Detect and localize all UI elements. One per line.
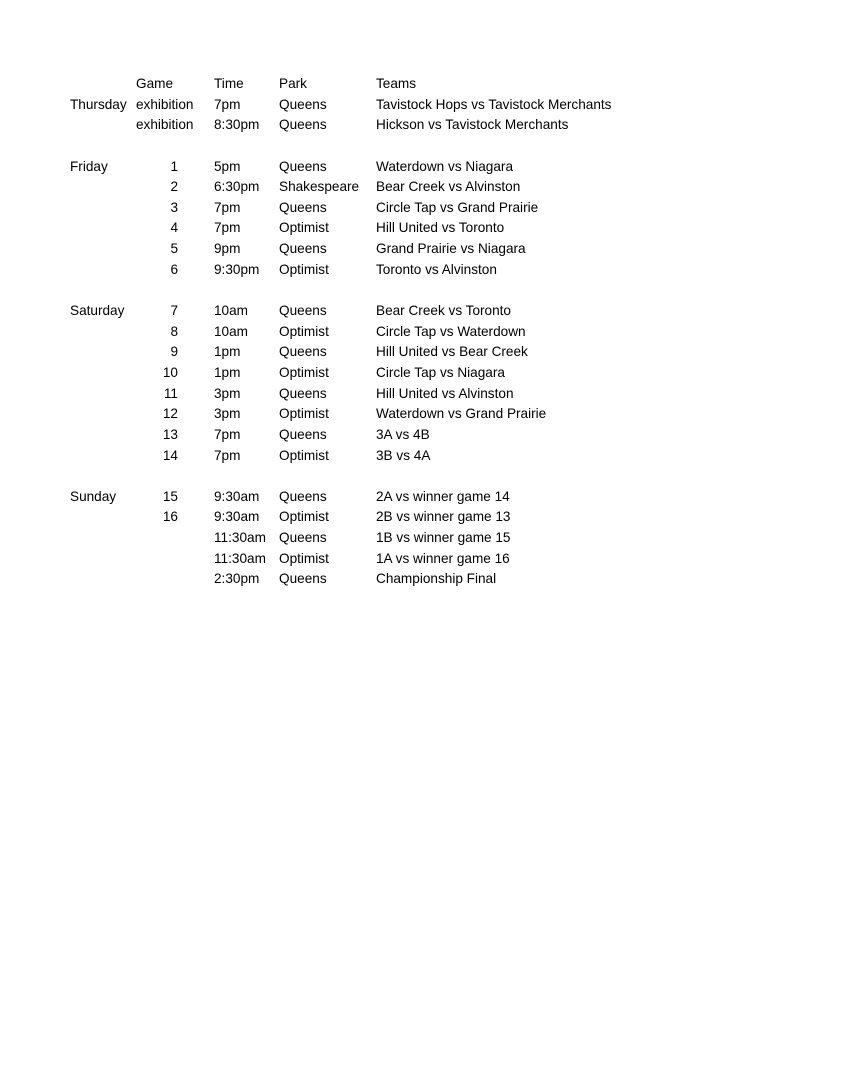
- teams-cell: Circle Tap vs Niagara: [376, 364, 505, 380]
- game-cell: 8: [170, 323, 178, 339]
- teams-cell: 1A vs winner game 16: [376, 550, 510, 566]
- game-cell: exhibition: [136, 117, 194, 133]
- time-cell: 9:30pm: [214, 261, 260, 277]
- park-cell: Optimist: [279, 220, 329, 236]
- teams-cell: Waterdown vs Niagara: [376, 158, 513, 174]
- park-cell: Queens: [279, 117, 327, 133]
- header-game: Game: [136, 76, 174, 91]
- park-cell: Queens: [279, 241, 327, 257]
- time-cell: 3pm: [214, 406, 241, 422]
- park-cell: Optimist: [279, 261, 329, 277]
- teams-cell: Tavistock Hops vs Tavistock Merchants: [376, 96, 612, 112]
- time-cell: 3pm: [214, 385, 241, 401]
- time-cell: 10am: [214, 303, 249, 319]
- game-cell: 1: [170, 158, 178, 174]
- teams-cell: Bear Creek vs Alvinston: [376, 179, 521, 195]
- park-cell: Queens: [279, 426, 327, 442]
- park-cell: Optimist: [279, 550, 329, 566]
- park-cell: Optimist: [279, 447, 329, 463]
- header-time: Time: [214, 76, 244, 91]
- park-cell: Queens: [279, 530, 327, 546]
- day-label: Thursday: [70, 96, 127, 112]
- day-label: Saturday: [70, 303, 125, 319]
- park-cell: Optimist: [279, 364, 329, 380]
- park-cell: Optimist: [279, 323, 329, 339]
- game-cell: 12: [162, 406, 178, 422]
- teams-cell: Hill United vs Bear Creek: [376, 344, 528, 360]
- teams-cell: Hill United vs Toronto: [376, 220, 505, 236]
- park-cell: Optimist: [279, 406, 329, 422]
- time-cell: 1pm: [214, 364, 241, 380]
- game-cell: 3: [170, 199, 178, 215]
- teams-cell: 3A vs 4B: [376, 426, 430, 442]
- game-cell: 2: [170, 179, 178, 195]
- time-cell: 9:30am: [214, 509, 260, 525]
- game-cell: 7: [170, 303, 178, 319]
- time-cell: 7pm: [214, 96, 241, 112]
- teams-cell: 2A vs winner game 14: [376, 488, 510, 504]
- time-cell: 2:30pm: [214, 571, 260, 587]
- park-cell: Queens: [279, 303, 327, 319]
- time-cell: 7pm: [214, 447, 241, 463]
- park-cell: Optimist: [279, 509, 329, 525]
- game-cell: 6: [170, 261, 178, 277]
- teams-cell: Waterdown vs Grand Prairie: [376, 406, 547, 422]
- time-cell: 9pm: [214, 241, 241, 257]
- teams-cell: Hickson vs Tavistock Merchants: [376, 117, 569, 133]
- game-cell: 9: [170, 344, 178, 360]
- time-cell: 5pm: [214, 158, 241, 174]
- teams-cell: 3B vs 4A: [376, 447, 431, 463]
- park-cell: Queens: [279, 488, 327, 504]
- park-cell: Queens: [279, 385, 327, 401]
- game-cell: 5: [170, 241, 178, 257]
- park-cell: Queens: [279, 96, 327, 112]
- teams-cell: Circle Tap vs Grand Prairie: [376, 199, 539, 215]
- teams-cell: Championship Final: [376, 571, 497, 587]
- game-cell: exhibition: [136, 96, 194, 112]
- game-cell: 16: [162, 509, 178, 525]
- time-cell: 7pm: [214, 220, 241, 236]
- game-cell: 14: [162, 447, 178, 463]
- teams-cell: Grand Prairie vs Niagara: [376, 241, 526, 257]
- park-cell: Shakespeare: [279, 179, 360, 195]
- teams-cell: 2B vs winner game 13: [376, 509, 511, 525]
- park-cell: Queens: [279, 199, 327, 215]
- teams-cell: Toronto vs Alvinston: [376, 261, 497, 277]
- teams-cell: Hill United vs Alvinston: [376, 385, 514, 401]
- time-cell: 11:30am: [214, 550, 266, 566]
- time-cell: 11:30am: [214, 530, 266, 546]
- teams-cell: 1B vs winner game 15: [376, 530, 511, 546]
- day-label: Sunday: [70, 488, 117, 504]
- game-cell: 15: [162, 488, 178, 504]
- day-label: Friday: [70, 158, 108, 174]
- game-cell: 13: [162, 426, 178, 442]
- header-teams: Teams: [376, 76, 417, 91]
- game-cell: 4: [170, 220, 178, 236]
- time-cell: 9:30am: [214, 488, 260, 504]
- time-cell: 7pm: [214, 426, 241, 442]
- time-cell: 10am: [214, 323, 249, 339]
- header-park: Park: [279, 76, 307, 91]
- park-cell: Queens: [279, 158, 327, 174]
- park-cell: Queens: [279, 571, 327, 587]
- game-cell: 11: [163, 385, 178, 401]
- time-cell: 6:30pm: [214, 179, 260, 195]
- park-cell: Queens: [279, 344, 327, 360]
- time-cell: 8:30pm: [214, 117, 260, 133]
- teams-cell: Bear Creek vs Toronto: [376, 303, 511, 319]
- time-cell: 7pm: [214, 199, 241, 215]
- teams-cell: Circle Tap vs Waterdown: [376, 323, 526, 339]
- game-cell: 10: [162, 364, 178, 380]
- time-cell: 1pm: [214, 344, 241, 360]
